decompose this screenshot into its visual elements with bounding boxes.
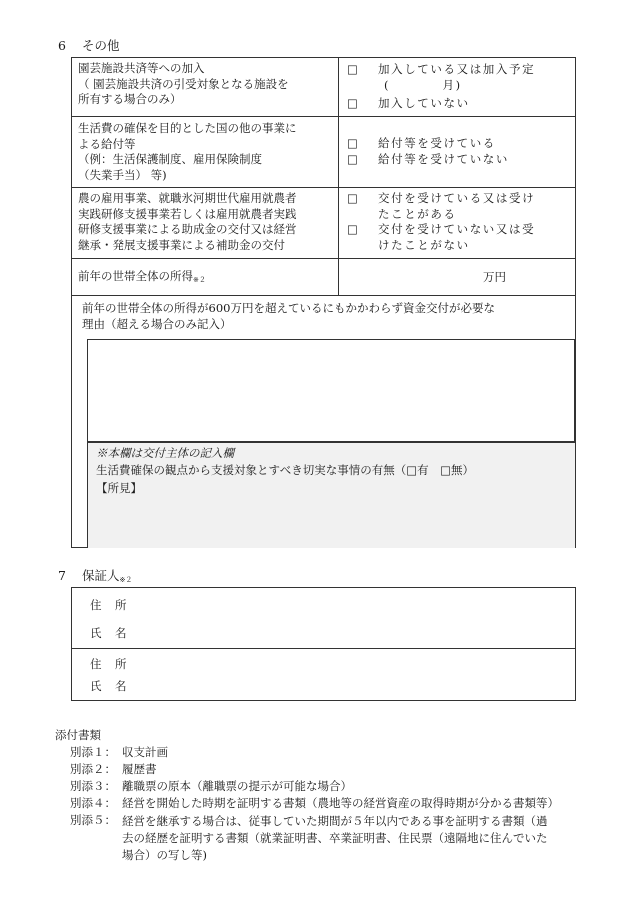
attachment-3-text: 離職票の原本（離職票の提示が可能な場合）: [122, 779, 352, 793]
row-divider: [71, 116, 576, 117]
benefits-yes-checkbox[interactable]: □: [347, 136, 358, 150]
guarantor1-address-label: 住 所: [90, 598, 128, 612]
section6-title: その他: [81, 38, 120, 53]
attachments-title: 添付書類: [55, 728, 101, 742]
attachment-4-label: 別添４：: [70, 796, 116, 810]
row-benefits-label: 生活費の確保を目的とした国の他の事業に よる給付等 （例：生活保護制度、雇用保険制度 （失業手当） 等): [78, 121, 297, 182]
section6-heading: [58, 38, 119, 53]
benefits-no-checkbox[interactable]: □: [347, 152, 358, 166]
section7-number: 7: [58, 568, 66, 583]
subsidy-no-checkbox[interactable]: □: [347, 222, 358, 236]
insurance-yes-label: 加入している又は加入予定 ( 月): [378, 62, 536, 92]
attachment-2-label: 別添２：: [70, 762, 116, 776]
column-divider: [338, 57, 339, 295]
insurance-no-label: 加入していない: [378, 96, 470, 110]
guarantor-table: [71, 587, 576, 701]
note-mark: ※２: [119, 576, 133, 584]
income-label: 前年の世帯全体の所得$_{※2}$: [78, 269, 206, 284]
reason-input-area[interactable]: [87, 339, 575, 442]
section7-title: 保証人: [81, 568, 120, 583]
subsidy-no-label: 交付を受けていない又は受 けたことがない: [378, 222, 536, 252]
reason-label: 前年の世帯全体の所得が600万円を超えているにもかかわらず資金交付が必要な 理由（超える場合のみ記入）: [82, 301, 495, 331]
official-opinion-label: 【所見】: [96, 481, 142, 495]
attachment-5-text: 経営を継承する場合は、従事していた期間が５年以内である事を証明する書類（過 去の経歴を証明する書類（就業証明書、卒業証明書、住民票（遠隔地に住んでいた 場合）の写し等): [122, 814, 548, 862]
official-use-heading: ※本欄は交付主体の記入欄: [96, 446, 234, 460]
income-unit: 万円: [483, 270, 506, 284]
guarantor1-name-label: 氏 名: [90, 626, 128, 640]
attachment-4-text: 経営を開始した時期を証明する書類（農地等の経営資産の取得時期が分かる書類等）: [122, 796, 559, 810]
insurance-no-checkbox[interactable]: □: [347, 96, 358, 110]
row-divider: [71, 187, 576, 188]
row-insurance-label: 園芸施設共済等への加入 （ 園芸施設共済の引受対象となる施設を 所有する場合のみ）: [78, 61, 289, 106]
subsidy-yes-checkbox[interactable]: □: [347, 191, 358, 205]
attachment-3-label: 別添３：: [70, 779, 116, 793]
row-divider: [71, 295, 576, 296]
attachment-2-text: 履歴書: [122, 762, 157, 776]
attachment-1-label: 別添１：: [70, 745, 116, 759]
attachment-1-text: 収支計画: [122, 745, 168, 759]
row-divider: [71, 258, 576, 259]
benefits-yes-label: 給付等を受けている: [378, 136, 496, 150]
official-use-question: 生活費確保の観点から支援対象とすべき切実な事情の有無（□有 □無）: [96, 463, 474, 477]
benefits-no-label: 給付等を受けていない: [378, 152, 509, 166]
guarantor2-name-label: 氏 名: [90, 679, 128, 693]
subsidy-yes-label: 交付を受けている又は受け たことがある: [378, 191, 536, 221]
section7-heading: [58, 568, 132, 588]
guarantor-divider: [71, 648, 576, 649]
insurance-yes-checkbox[interactable]: □: [347, 62, 358, 76]
attachment-5-label: 別添５：: [70, 813, 116, 827]
row-subsidy-label: 農の雇用事業、就職氷河期世代雇用就農者 実践研修支援事業若しくは雇用就農者実践 研修支援事業による助成金の交付又は経営 継承・発展支援事業による補助金の交付: [78, 191, 297, 252]
section6-number: 6: [58, 38, 66, 53]
guarantor2-address-label: 住 所: [90, 657, 128, 671]
note-mark: ※２: [193, 276, 206, 284]
